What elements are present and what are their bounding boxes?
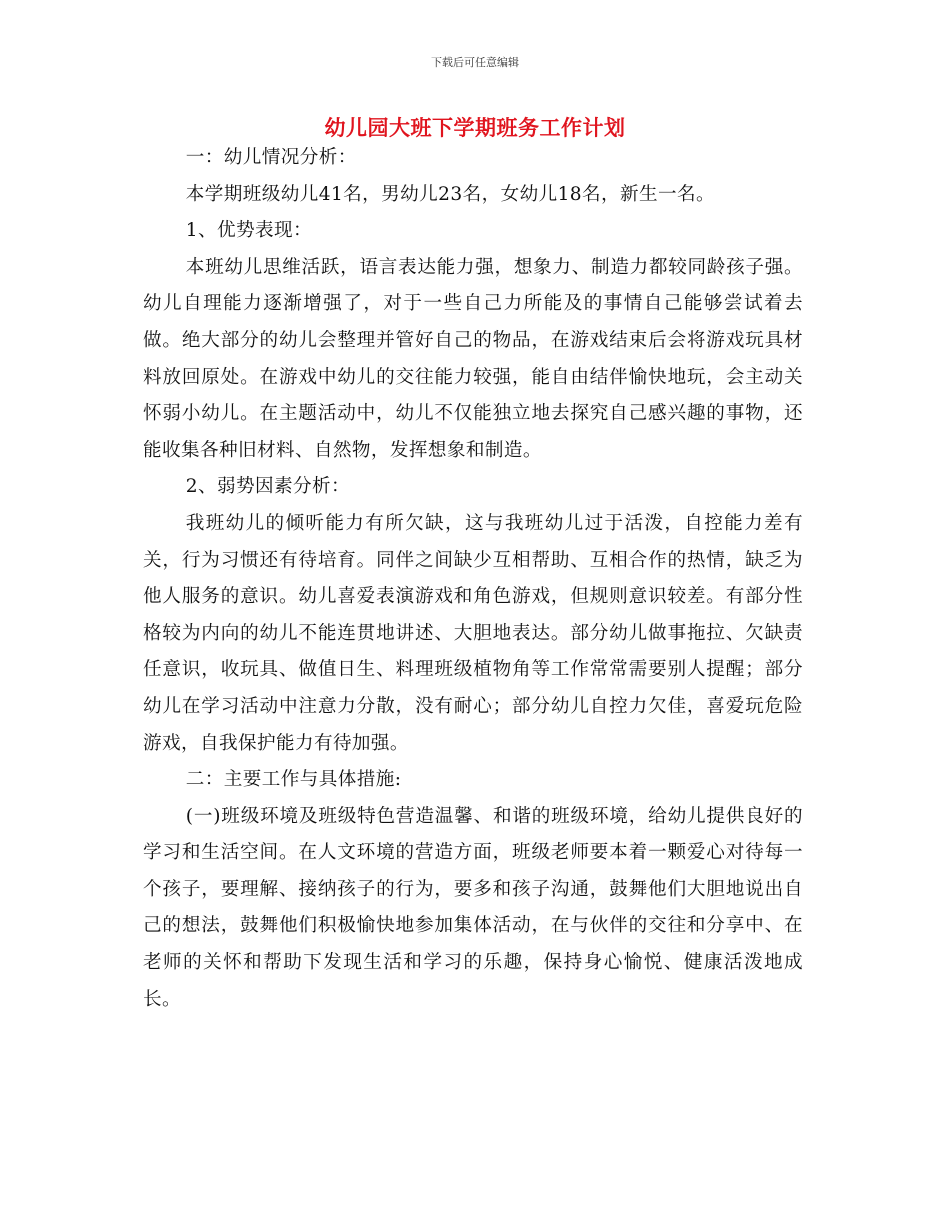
- paragraph-class-stats: 本学期班级幼儿41名，男幼儿23名，女幼儿18名，新生一名。: [185, 183, 715, 205]
- document-body: [143, 140, 803, 1018]
- document-title: 幼儿园大班下学期班务工作计划: [324, 115, 626, 140]
- subheading-weaknesses: 2、弱势因素分析：: [185, 476, 350, 498]
- section-heading-situation: 一：幼儿情况分析：: [185, 147, 357, 168]
- subheading-strengths: 1、优势表现：: [185, 220, 312, 242]
- paragraph-weaknesses: 我班幼儿的倾听能力有所欠缺，这与我班幼儿过于活泼，自控能力差有关，行为习惯还有待培育。同伴之间缺少互相帮助、互相合作的热情，缺乏为他人服务的意识。幼儿喜爱表演游戏和角色游戏，但规则意识较差。有部分性格较为内向的幼儿不能连贯地讲述、大胆地表达。部分幼儿做事拖拉、欠缺责任意识，收玩具、做值日生、料理班级植物角等工作常常需要别人提醒；部分幼儿在学习活动中注意力分散，没有耐心；部分幼儿自控力欠佳，喜爱玩危险游戏，自我保护能力有待加强。: [143, 512, 803, 754]
- section-heading-measures: 二：主要工作与具体措施:: [185, 769, 402, 791]
- paragraph-environment: (一)班级环境及班级特色营造温馨、和谐的班级环境，给幼儿提供良好的学习和生活空间。在人文环境的营造方面，班级老师要本着一颗爱心对待每一个孩子，要理解、接纳孩子的行为，要多和孩子沟通，鼓舞他们大胆地说出自己的想法，鼓舞他们积极愉快地参加集体活动，在与伙伴的交往和分享中、在老师的关怀和帮助下发现生活和学习的乐趣，保持身心愉悦、健康活泼地成长。: [143, 805, 803, 1010]
- header-note: 下载后可任意编辑: [431, 56, 519, 69]
- paragraph-strengths: 本班幼儿思维活跃，语言表达能力强，想象力、制造力都较同龄孩子强。幼儿自理能力逐渐增强了，对于一些自己力所能及的事情自己能够尝试着去做。绝大部分的幼儿会整理并管好自己的物品，在游戏结束后会将游戏玩具材料放回原处。在游戏中幼儿的交往能力较强，能自由结伴愉快地玩，会主动关怀弱小幼儿。在主题活动中，幼儿不仅能独立地去探究自己感兴趣的事物，还能收集各种旧材料、自然物，发挥想象和制造。: [143, 256, 803, 461]
